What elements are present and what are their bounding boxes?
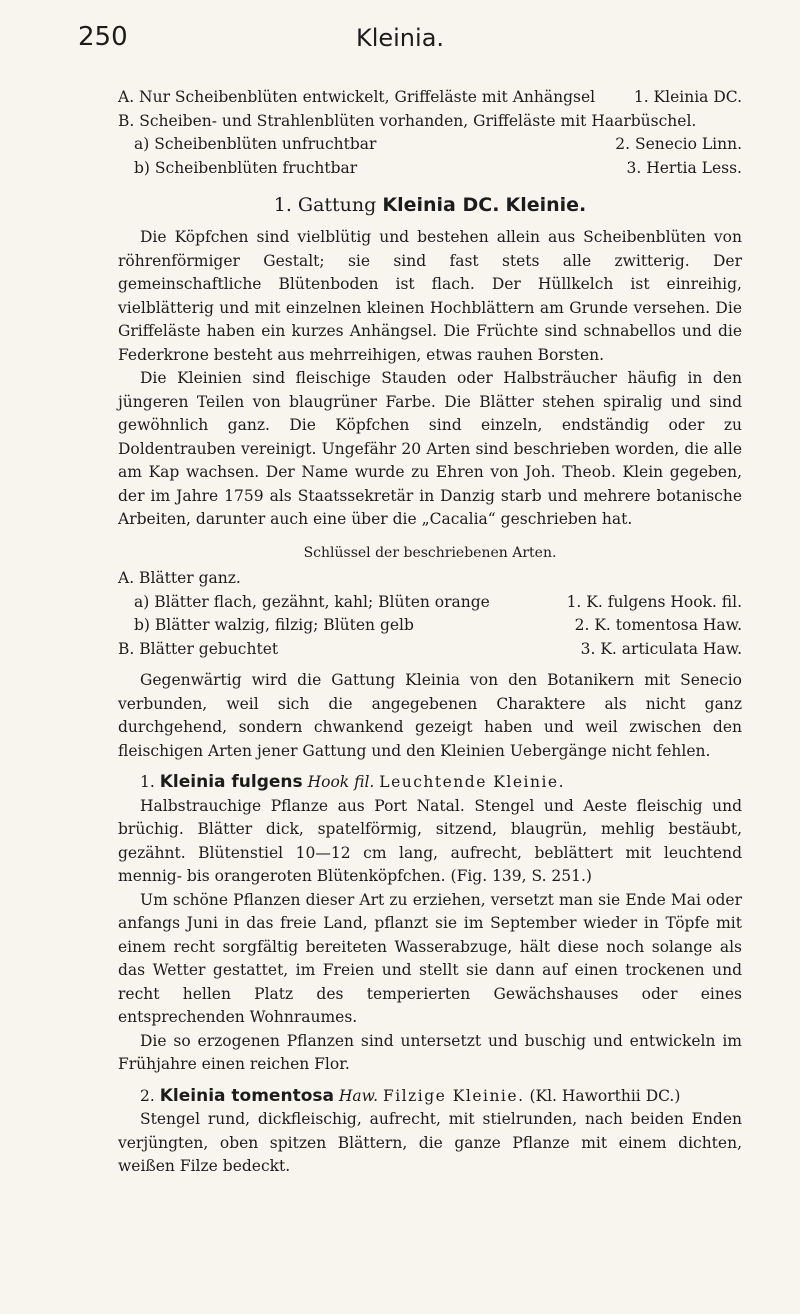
genus-number: 1. Gattung (273, 194, 377, 216)
genus-description: Die Köpfchen sind vielblütig und bestehen allein aus Scheibenblüten von röhrenförmiger Gestalt; sie sind fast stets alle zwitterig. Der gemeinschaftliche Blütenboden ist flach. Der Hüllkelch ist einreihig, vielblätterig und mit einzelnen kleinen Hochblättern am Grunde versehen. Die Griffeläste haben ein kurzes Anhängsel. Die Früchte sind schnabellos und die Federkrone besteht aus mehrreihigen, etwas rauhen Borsten. (118, 228, 742, 364)
page-number: 250 (78, 22, 128, 52)
key-row (118, 110, 742, 134)
key-row (118, 133, 742, 157)
key-taxon: 3. Hertia Less. (626, 158, 742, 177)
genus-name: Kleinia DC. (382, 194, 500, 216)
species-common-name: Filzige Kleinie. (382, 1086, 525, 1105)
species-author: Hook fil. (307, 773, 375, 791)
genus-description: Die Kleinien sind fleischige Stauden oder Halbsträucher häufig in den jüngeren Teilen von blaugrüner Farbe. Die Blätter stehen spiralig und sind gewöhnlich ganz. Die Köpfchen sind einzeln, endständig oder zu Doldentrauben vereinigt. Ungefähr 20 Arten sind beschrieben worden, die alle am Kap wachsen. Der Name wurde zu Ehren von Joh. Theob. Klein gegeben, der im Jahre 1759 als Staatssekretär in Danzig starb und mehrere botanische Arbeiten, darunter auch eine über die „Cacalia“ geschrieben hat. (118, 369, 742, 528)
note-paragraph: Gegenwärtig wird die Gattung Kleinia von den Botanikern mit Senecio verbunden, weil sich die angegebenen Charaktere als nicht ganz durchgehend, sondern chwankend gezeigt haben und weil zwischen den fleischigen Arten jener Gattung und den Kleinien Uebergänge nicht fehlen. (118, 671, 742, 760)
species-1-culture: Um schöne Pflanzen dieser Art zu erziehen, versetzt man sie Ende Mai oder anfangs Juni in das freie Land, pflanzt sie im September wieder in Töpfe mit einem recht sorgfältig bereiteten Wasserabzuge, hält diese noch solange als das Wetter gestattet, im Freien und stellt sie dann auf einen trockenen und recht hellen Platz des temperierten Gewächshauses oder eines entsprechenden Wohnraumes. (118, 890, 742, 1026)
key-taxon: 2. K. tomentosa Haw. (574, 616, 742, 634)
key-row (118, 638, 742, 662)
key-label: B. Blätter gebuchtet (118, 639, 279, 658)
running-title: Kleinia. (355, 24, 445, 52)
genus-heading (118, 190, 742, 220)
key-row (118, 157, 742, 181)
key-row (118, 614, 742, 638)
species-author: Haw. (338, 1086, 379, 1105)
species-number: 1. (140, 773, 155, 791)
key-label: b) Blätter walzig, filzig; Blüten gelb (134, 616, 414, 634)
species-2-description: Stengel rund, dickfleischig, aufrecht, mit stielrunden, nach beiden Enden verjüngten, oben spitzen Blättern, die ganze Pflanze mit einem dichten, weißen Filze bedeckt. (118, 1110, 742, 1175)
species-number: 2. (140, 1086, 155, 1105)
key-label: A. Blätter ganz. (118, 569, 241, 587)
species-name: Kleinia tomentosa (159, 1085, 334, 1106)
key-label: a) Scheibenblüten unfruchtbar (134, 135, 377, 153)
key-taxon: 1. Kleinia DC. (633, 88, 742, 106)
key-taxon: 1. K. fulgens Hook. fil. (566, 592, 742, 611)
species-common-name: Leuchtende Kleinie. (379, 773, 566, 791)
species-name: Kleinia fulgens (159, 772, 303, 792)
page-body (118, 86, 742, 1179)
key-label: a) Blätter flach, gezähnt, kahl; Blüten orange (134, 592, 490, 611)
key-row (118, 86, 742, 110)
species-1-note: Die so erzogenen Pflanzen sind untersetzt und buschig und entwickeln im Frühjahre einen reichen Flor. (118, 1031, 742, 1073)
key-taxon: 3. K. articulata Haw. (580, 639, 742, 658)
genus-key (118, 86, 742, 180)
species-key-title: Schlüssel der beschriebenen Arten. (303, 544, 557, 561)
key-label: B. Scheiben- und Strahlenblüten vorhanden, Griffeläste mit Haarbüschel. (118, 111, 697, 130)
key-taxon: 2. Senecio Linn. (615, 135, 742, 153)
key-row (118, 591, 742, 615)
key-label: A. Nur Scheibenblüten entwickelt, Griffeläste mit Anhängsel (118, 88, 596, 106)
species-2-heading (118, 1085, 742, 1109)
species-synonym: (Kl. Haworthii DC.) (529, 1086, 681, 1105)
species-1-heading (118, 771, 742, 795)
species-1-description: Halbstrauchige Pflanze aus Port Natal. Stengel und Aeste fleischig und brüchig. Blätter dick, spatelförmig, sitzend, blaugrün, mehlig bestäubt, gezähnt. Blütenstiel 10—12 cm lang, aufrecht, beblättert mit leuchtend mennig- bis orangeroten Blütenköpfchen. (Fig. 139, S. 251.) (118, 796, 742, 885)
species-key (118, 567, 742, 661)
key-label: b) Scheibenblüten fruchtbar (134, 158, 358, 177)
key-row (118, 567, 742, 591)
genus-common-name: Kleinie. (505, 194, 587, 216)
